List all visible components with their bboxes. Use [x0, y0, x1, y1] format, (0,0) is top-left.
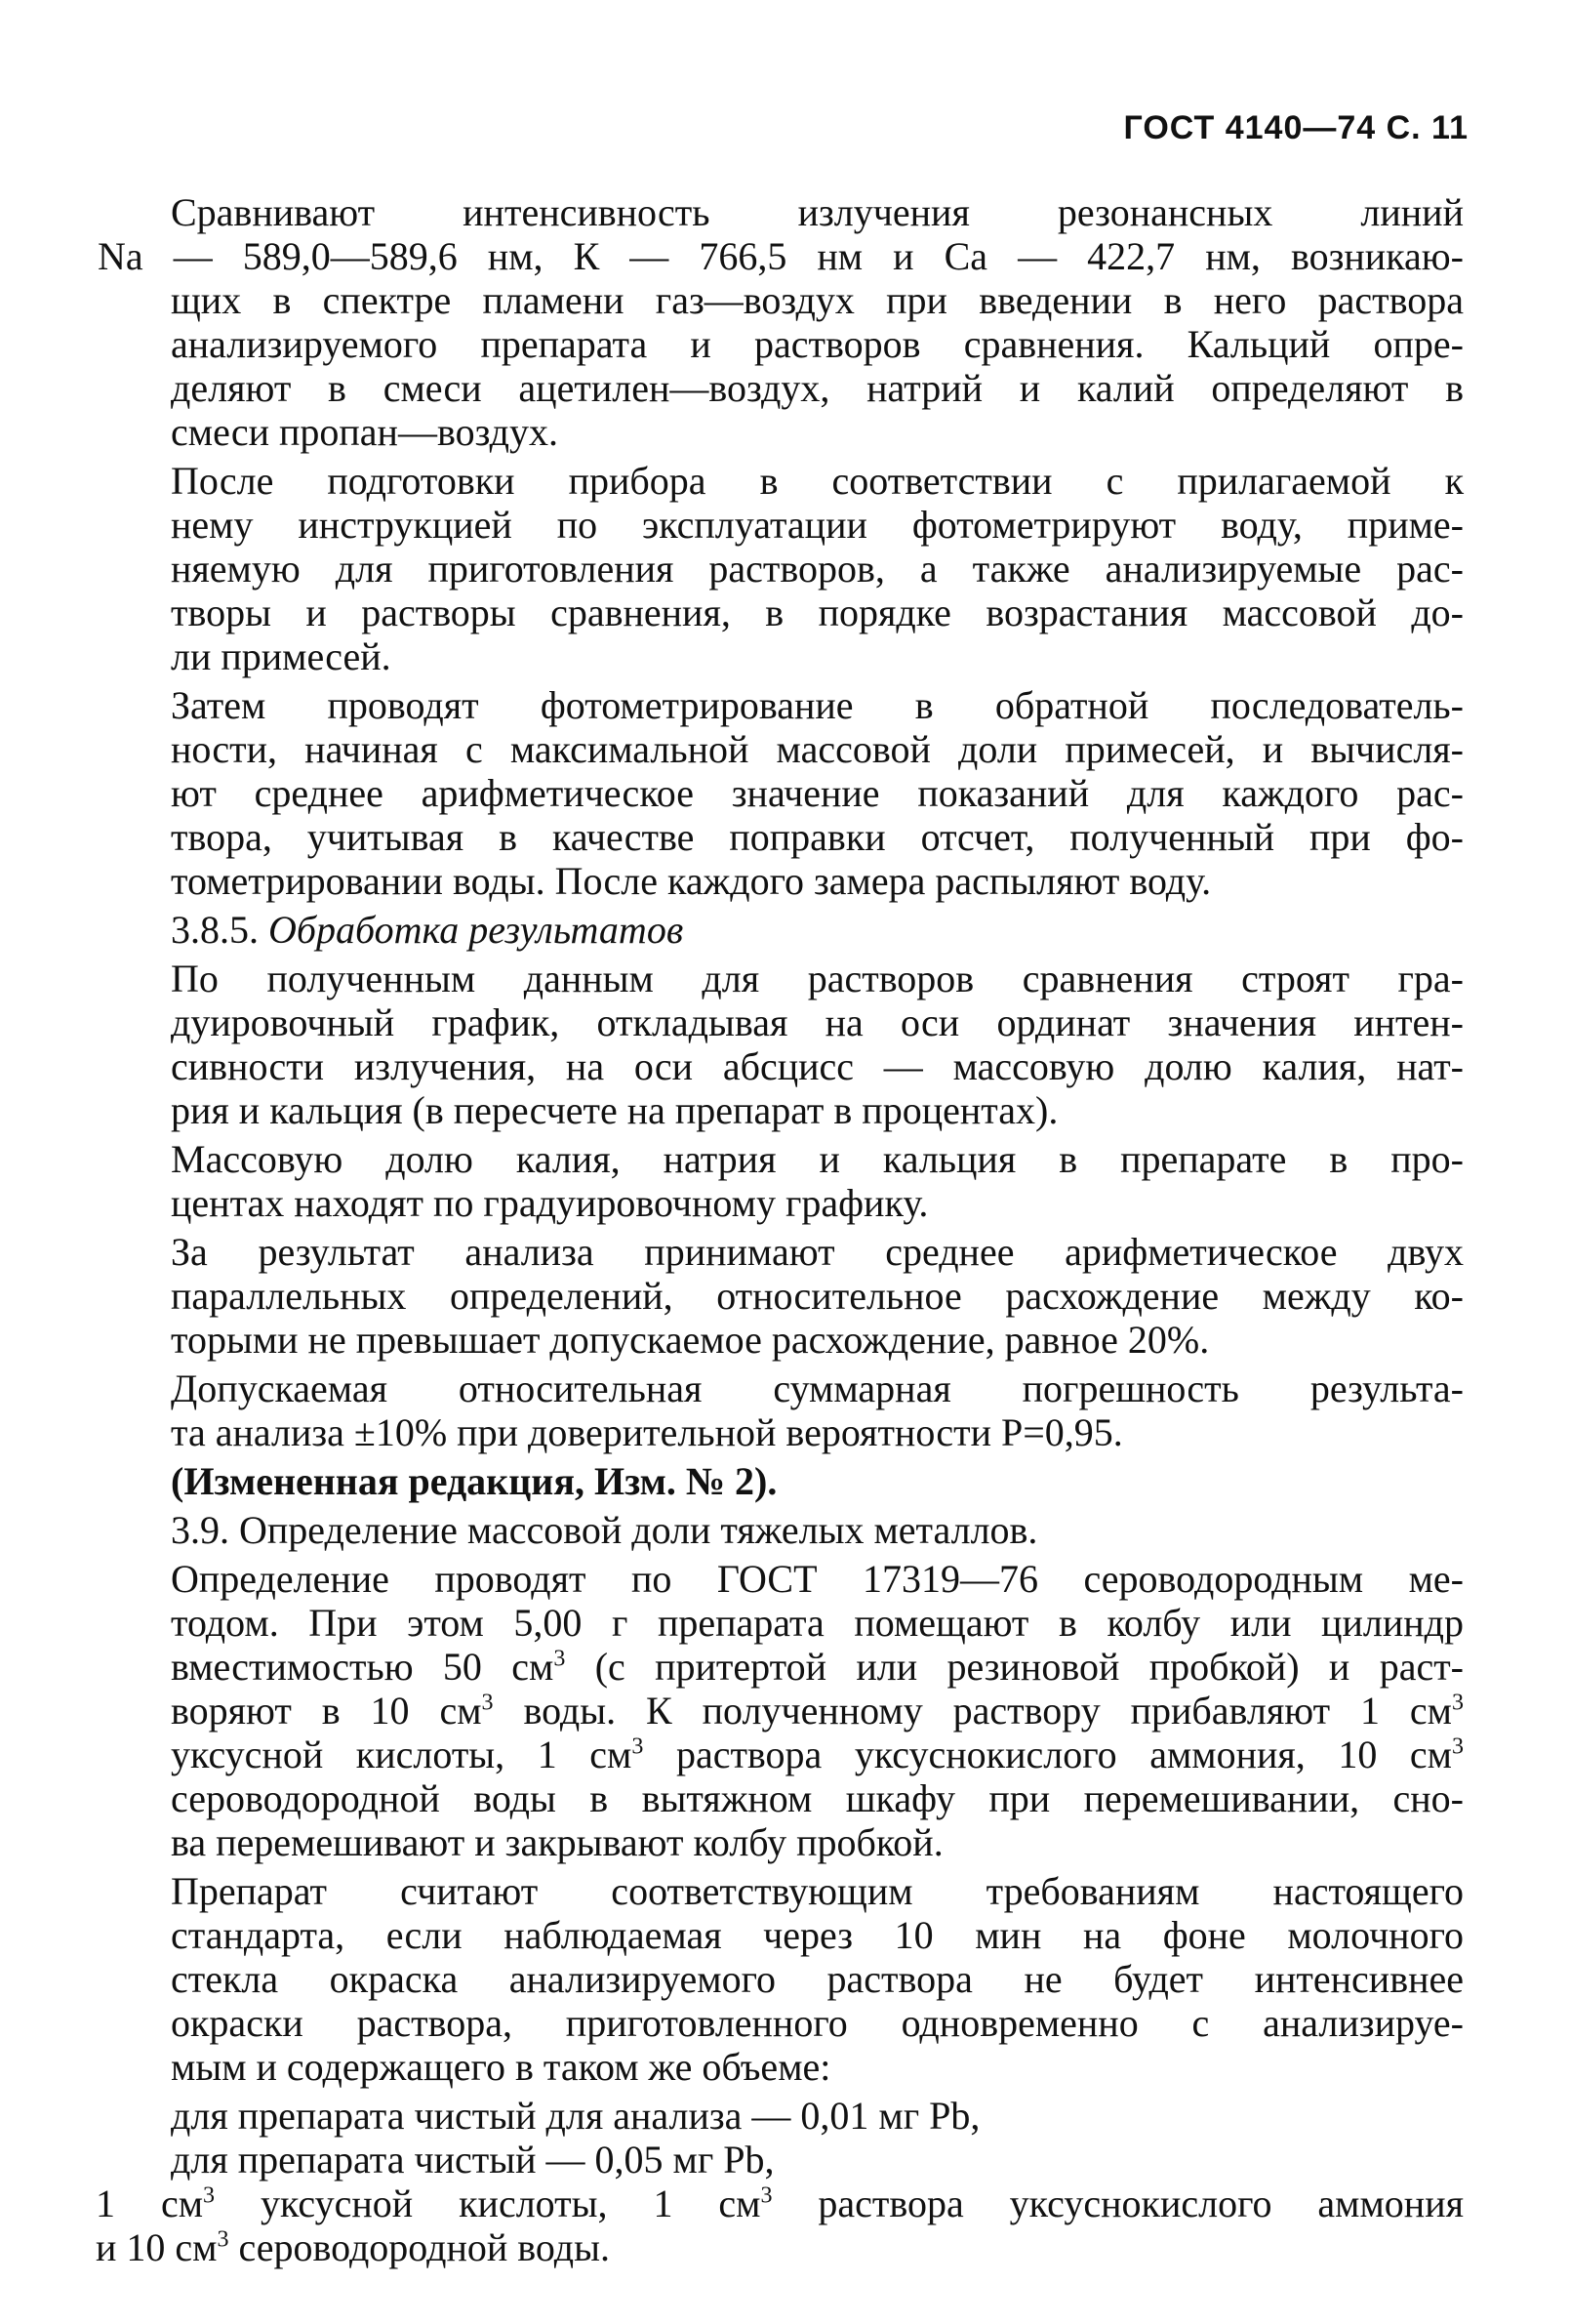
text-line: щих в спектре пламени газ—воздух при введении в него раствора [171, 278, 1464, 322]
text-line: Допускаемая относительная суммарная погрешность результа- [171, 1366, 1464, 1410]
text-line: твора, учитывая в качестве поправки отсчет, полученный при фо- [171, 815, 1464, 859]
text-line: нему инструкцией по эксплуатации фотометрируют воду, приме- [171, 503, 1464, 547]
text-line: тометрировании воды. После каждого замера распыляют воду. [171, 859, 1212, 903]
paragraph-flame-photometry [98, 190, 1464, 454]
text-fragment: воряют в 10 см [171, 1689, 482, 1733]
superscript: 3 [760, 2182, 773, 2209]
text-line: По полученным данным для растворов сравнения строят гра- [171, 957, 1464, 1000]
text-line: сероводородной воды в вытяжном шкафу при перемешивании, сно- [171, 1776, 1464, 1820]
text-line: анализируемого препарата и растворов сравнения. Кальций опре- [171, 322, 1464, 366]
superscript: 3 [1452, 1733, 1464, 1760]
text-fragment: и 10 см [96, 2225, 218, 2269]
superscript: 3 [203, 2182, 216, 2209]
text-line: стекла окраска анализируемого раствора не будет интенсивнее [171, 1957, 1464, 2001]
section-number: 3.8.5. [171, 908, 259, 952]
text-fragment: воды. К полученному раствору прибавляют 1 см [493, 1689, 1452, 1733]
text-line: тодом. При этом 5,00 г препарата помещают в колбу или цилиндр [171, 1601, 1464, 1645]
text-line: Определение проводят по ГОСТ 17319—76 сероводородным ме- [171, 1557, 1464, 1601]
text-fragment: уксусной кислоты, 1 см [171, 1733, 632, 1776]
paragraph-error [98, 1366, 1464, 1454]
text-line: параллельных определений, относительное расхождение между ко- [171, 1274, 1464, 1318]
list-item-analytical-grade: для препарата чистый для анализа — 0,01 мг Pb, [171, 2094, 981, 2138]
text-line: Na — 589,0—589,6 нм, К — 766,5 нм и Са — 422,7 нм, возникаю- [98, 234, 1464, 278]
text-line: ют среднее арифметическое значение показаний для каждого рас- [171, 771, 1464, 815]
text-line [96, 2225, 1464, 2269]
paragraph-instrument-prep [98, 459, 1464, 678]
text-line [98, 1733, 1464, 1776]
text-fragment: 1 см [96, 2181, 204, 2225]
superscript: 3 [553, 1646, 566, 1672]
section-heading-3-8-5 [98, 908, 1464, 952]
text-fragment: раствора уксуснокислого аммония [772, 2181, 1464, 2225]
paragraph-reagents [96, 2181, 1464, 2269]
text-line: Затем проводят фотометрирование в обратной последователь- [171, 683, 1464, 727]
text-line: Препарат считают соответствующим требованиям настоящего [171, 1869, 1464, 1913]
text-line: окраски раствора, приготовленного одновременно с анализируе- [171, 2001, 1464, 2045]
text-line: мым и содержащего в таком же объеме: [171, 2045, 831, 2089]
superscript: 3 [481, 1690, 494, 1716]
text-line: За результат анализа принимают среднее арифметическое двух [171, 1230, 1464, 1274]
text-line: центах находят по градуировочному графику. [171, 1181, 929, 1225]
text-fragment: сероводородной воды. [228, 2225, 610, 2269]
superscript: 3 [217, 2226, 229, 2253]
text-line: ва перемешивают и закрывают колбу пробкой. [171, 1820, 944, 1864]
text-line [98, 1645, 1464, 1689]
list-item-pure-grade: для препарата чистый — 0,05 мг Pb, [171, 2138, 775, 2181]
text-line: деляют в смеси ацетилен—воздух, натрий и калий определяют в [171, 366, 1464, 410]
paragraph-compliance [98, 1869, 1464, 2089]
text-line: торыми не превышает допускаемое расхождение, равное 20%. [171, 1318, 1210, 1362]
superscript: 3 [1452, 1690, 1464, 1716]
paragraph-heavy-metals-method [98, 1557, 1464, 1864]
text-line [96, 2181, 1464, 2225]
superscript: 3 [631, 1733, 644, 1760]
paragraph-reverse-sequence [98, 683, 1464, 903]
document-body [98, 190, 1464, 2274]
text-fragment: раствора уксуснокислого аммония, 10 см [643, 1733, 1452, 1776]
text-line: та анализа ±10% при доверительной вероятности P=0,95. [171, 1410, 1123, 1454]
text-line: рия и кальция (в пересчете на препарат в процентах). [171, 1088, 1059, 1132]
text-line: ности, начиная с максимальной массовой доли примесей, и вычисля- [171, 727, 1464, 771]
section-heading-3-9: 3.9. Определение массовой доли тяжелых металлов. [171, 1508, 1038, 1552]
text-line: творы и растворы сравнения, в порядке возрастания массовой до- [171, 591, 1464, 634]
text-line: смеси пропан—воздух. [171, 410, 558, 454]
text-line: ли примесей. [171, 634, 391, 678]
text-line: Сравнивают интенсивность излучения резонансных линий [171, 190, 1464, 234]
paragraph-result [98, 1230, 1464, 1362]
paragraph-calibration-graph [98, 957, 1464, 1132]
page-header: ГОСТ 4140—74 С. 11 [1123, 109, 1469, 146]
text-fragment: (с притертой или резиновой пробкой) и раст- [565, 1645, 1465, 1689]
text-line: дуировочный график, откладывая на оси ординат значения интен- [171, 1000, 1464, 1044]
text-fragment: уксусной кислоты, 1 см [215, 2181, 761, 2225]
paragraph-mass-fraction [98, 1137, 1464, 1225]
text-line: Массовую долю калия, натрия и кальция в препарате в про- [171, 1137, 1464, 1181]
section-title: Обработка результатов [268, 908, 684, 952]
text-line: сивности излучения, на оси абсцисс — массовую долю калия, нат- [171, 1044, 1464, 1088]
text-fragment: вместимостью 50 см [171, 1645, 554, 1689]
text-line: стандарта, если наблюдаемая через 10 мин на фоне молочного [171, 1913, 1464, 1957]
text-line [98, 1689, 1464, 1733]
text-line: После подготовки прибора в соответствии с прилагаемой к [171, 459, 1464, 503]
revision-note: (Измененная редакция, Изм. № 2). [171, 1459, 778, 1503]
text-line: няемую для приготовления растворов, а также анализируемые рас- [171, 547, 1464, 591]
